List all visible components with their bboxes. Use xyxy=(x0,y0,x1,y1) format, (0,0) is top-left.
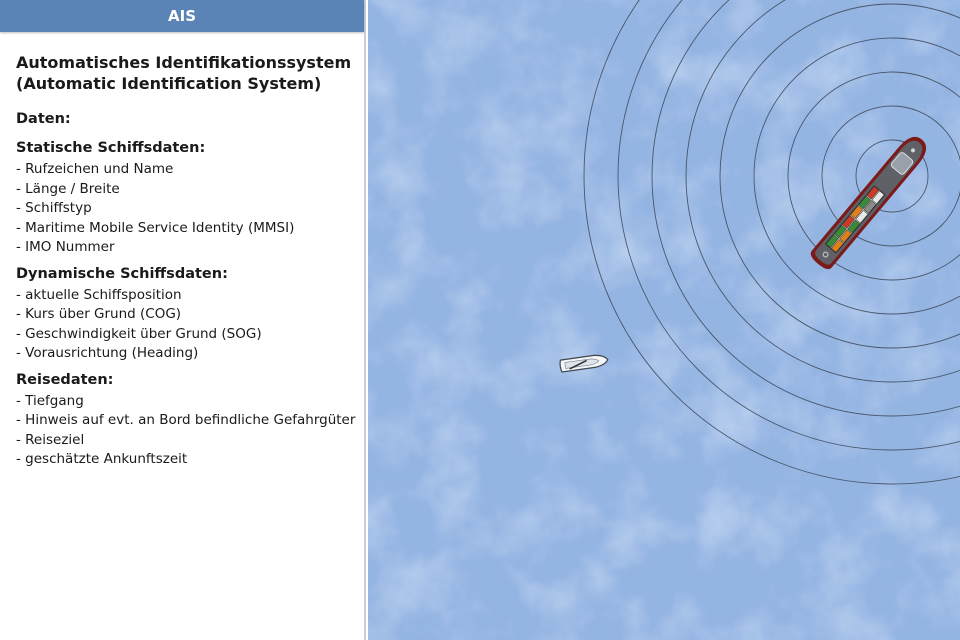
info-panel xyxy=(0,0,366,640)
list-item: - Kurs über Grund (COG) xyxy=(16,306,182,322)
list-item: - Vorausrichtung (Heading) xyxy=(16,345,199,361)
list-item: - Maritime Mobile Service Identity (MMSI) xyxy=(16,219,295,236)
list-item: - geschätzte Ankunftszeit xyxy=(16,451,188,467)
section-heading: Dynamische Schiffsdaten: xyxy=(16,265,228,282)
panel-title: AIS xyxy=(168,7,196,25)
info-content xyxy=(0,32,364,470)
list-item: - Reiseziel xyxy=(16,431,85,448)
list-item: - Rufzeichen und Name xyxy=(16,161,174,177)
info-title xyxy=(16,52,364,94)
item-list xyxy=(16,286,364,364)
sea-canvas xyxy=(368,0,960,640)
list-item: - Schiffstyp xyxy=(16,200,92,216)
list-item: - Hinweis auf evt. an Bord befindliche Gefahrgüter xyxy=(16,412,356,428)
list-item: - Tiefgang xyxy=(16,392,84,409)
water-texture xyxy=(368,0,960,640)
section-heading: Reisedaten: xyxy=(16,371,114,388)
info-title-line2: (Automatic Identification System) xyxy=(16,74,322,93)
section-voyage xyxy=(16,371,364,470)
panel-header xyxy=(0,0,364,32)
section-dynamic xyxy=(16,265,364,364)
item-list xyxy=(16,392,364,470)
list-item: - IMO Nummer xyxy=(16,239,115,255)
list-item: - Länge / Breite xyxy=(16,180,120,197)
section-heading: Statische Schiffsdaten: xyxy=(16,140,206,156)
list-item: - Geschwindigkeit über Grund (SOG) xyxy=(16,325,262,342)
data-label: Daten: xyxy=(16,111,71,127)
item-list xyxy=(16,160,364,258)
sea-map[interactable] xyxy=(368,0,960,640)
list-item: - aktuelle Schiffsposition xyxy=(16,286,182,303)
info-title-line1: Automatisches Identifikationssystem xyxy=(16,53,352,72)
section-static xyxy=(16,139,364,258)
